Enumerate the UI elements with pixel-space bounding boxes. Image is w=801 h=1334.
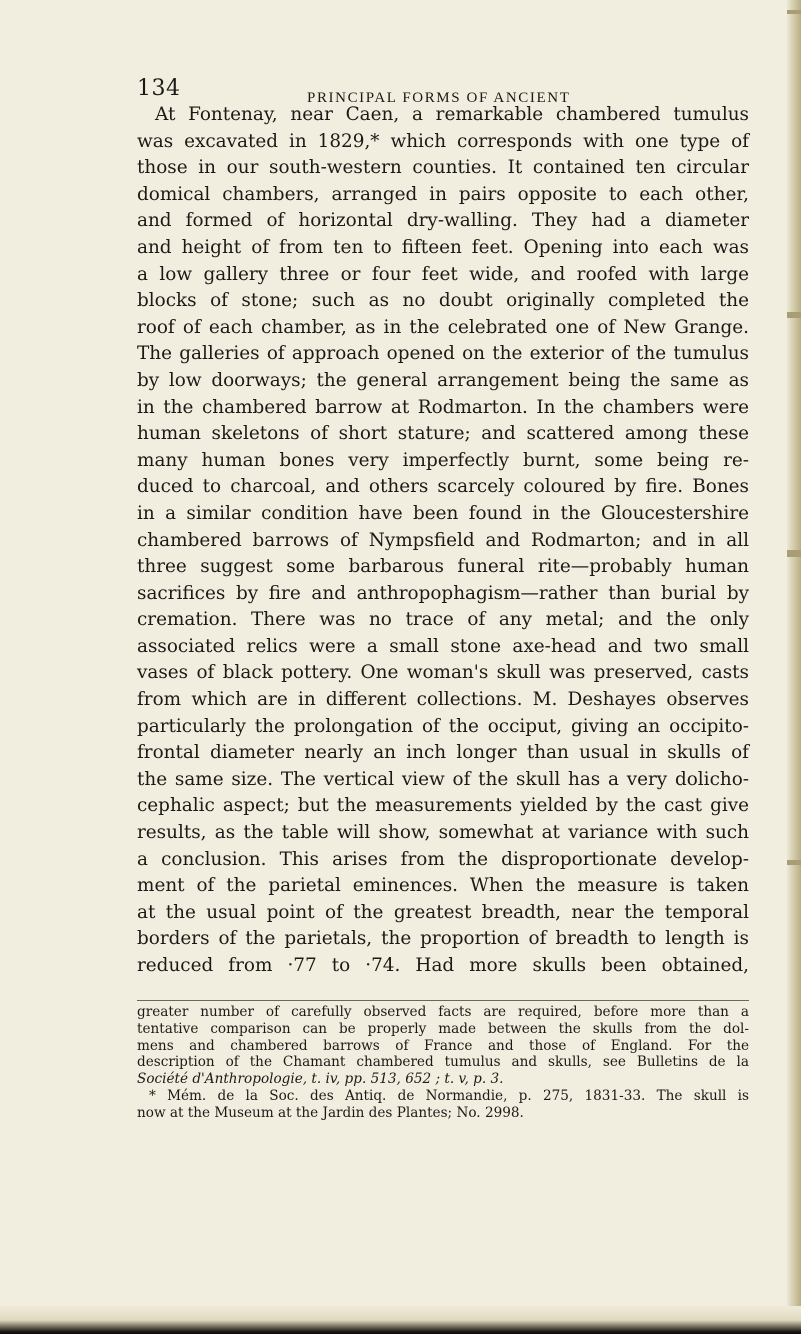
text-line: frontal diameter nearly an inch longer than usual in skulls of: [137, 742, 749, 764]
edge-mark: [787, 10, 801, 14]
footnotes: [137, 1004, 749, 1122]
page-bottom-edge: [0, 1306, 801, 1334]
text-line: human skeletons of short stature; and scattered among these: [137, 423, 749, 445]
footnote-line: * Mém. de la Soc. des Antiq. de Normandie, p. 275, 1831-33. The skull is: [149, 1087, 749, 1104]
text-line: particularly the prolongation of the occiput, giving an occipito-: [137, 715, 749, 737]
text-line: vases of black pottery. One woman's skull was preserved, casts: [137, 662, 749, 684]
text-line: chambered barrows of Nympsfield and Rodmarton; and in all: [137, 529, 749, 551]
text-line: the same size. The vertical view of the skull has a very dolicho-: [137, 768, 749, 790]
text-line: three suggest some barbarous funeral rite—probably human: [137, 556, 749, 578]
text-line: cremation. There was no trace of any metal; and the only: [137, 609, 749, 631]
page-number: 134: [137, 76, 181, 101]
text-line: blocks of stone; such as no doubt originally completed the: [137, 290, 749, 312]
text-line: those in our south-western counties. It contained ten circular: [137, 157, 749, 179]
footnote-line: Société d'Anthropologie, t. iv, pp. 513, 652 ; t. v, p. 3.: [137, 1071, 504, 1088]
text-line: roof of each chamber, as in the celebrated one of New Grange.: [137, 316, 749, 338]
text-line: ment of the parietal eminences. When the measure is taken: [137, 875, 749, 897]
footnote-line: tentative comparison can be properly made between the skulls from the dol-: [137, 1020, 749, 1037]
text-line: a conclusion. This arises from the disproportionate develop-: [137, 848, 749, 870]
text-line: sacrifices by fire and anthropophagism—rather than burial by: [137, 582, 749, 604]
text-line: and formed of horizontal dry-walling. They had a diameter: [137, 210, 749, 232]
text-line: cephalic aspect; but the measurements yielded by the cast give: [137, 795, 749, 817]
edge-mark: [787, 312, 801, 318]
text-line: associated relics were a small stone axe-head and two small: [137, 635, 749, 657]
text-line: at the usual point of the greatest breadth, near the temporal: [137, 901, 749, 923]
text-line: in the chambered barrow at Rodmarton. In the chambers were: [137, 396, 749, 418]
text-line: borders of the parietals, the proportion of breadth to length is: [137, 928, 749, 950]
text-line: At Fontenay, near Caen, a remarkable chambered tumulus: [155, 104, 749, 125]
edge-mark: [787, 860, 801, 865]
footnote-line: now at the Museum at the Jardin des Plantes; No. 2998.: [137, 1104, 524, 1121]
main-text: [137, 102, 749, 980]
page-edge-shadow: [787, 0, 801, 1334]
edge-mark: [787, 550, 801, 557]
text-line: results, as the table will show, somewhat at variance with such: [137, 822, 749, 844]
text-line: by low doorways; the general arrangement being the same as: [137, 369, 749, 391]
footnote-rule: [137, 1000, 749, 1001]
text-line: was excavated in 1829,* which corresponds with one type of: [137, 130, 749, 152]
footnote-line: greater number of carefully observed facts are required, before more than a: [137, 1004, 749, 1020]
text-line: duced to charcoal, and others scarcely coloured by fire. Bones: [137, 476, 749, 498]
footnote-line: mens and chambered barrows of France and those of England. For the: [137, 1037, 749, 1054]
text-line: from which are in different collections. M. Deshayes observes: [137, 689, 749, 711]
text-line: many human bones very imperfectly burnt, some being re-: [137, 449, 749, 471]
footnote-line: description of the Chamant chambered tumulus and skulls, see Bulletins de la: [137, 1054, 749, 1071]
text-line: reduced from ·77 to ·74. Had more skulls been obtained,: [137, 955, 749, 976]
text-line: and height of from ten to fifteen feet. Opening into each was: [137, 236, 749, 258]
text-line: in a similar condition have been found in the Gloucestershire: [137, 502, 749, 524]
running-head: PRINCIPAL FORMS OF ANCIENT: [307, 90, 571, 106]
text-line: domical chambers, arranged in pairs opposite to each other,: [137, 183, 749, 205]
text-line: The galleries of approach opened on the exterior of the tumulus: [137, 343, 749, 365]
text-line: a low gallery three or four feet wide, and roofed with large: [137, 263, 749, 285]
